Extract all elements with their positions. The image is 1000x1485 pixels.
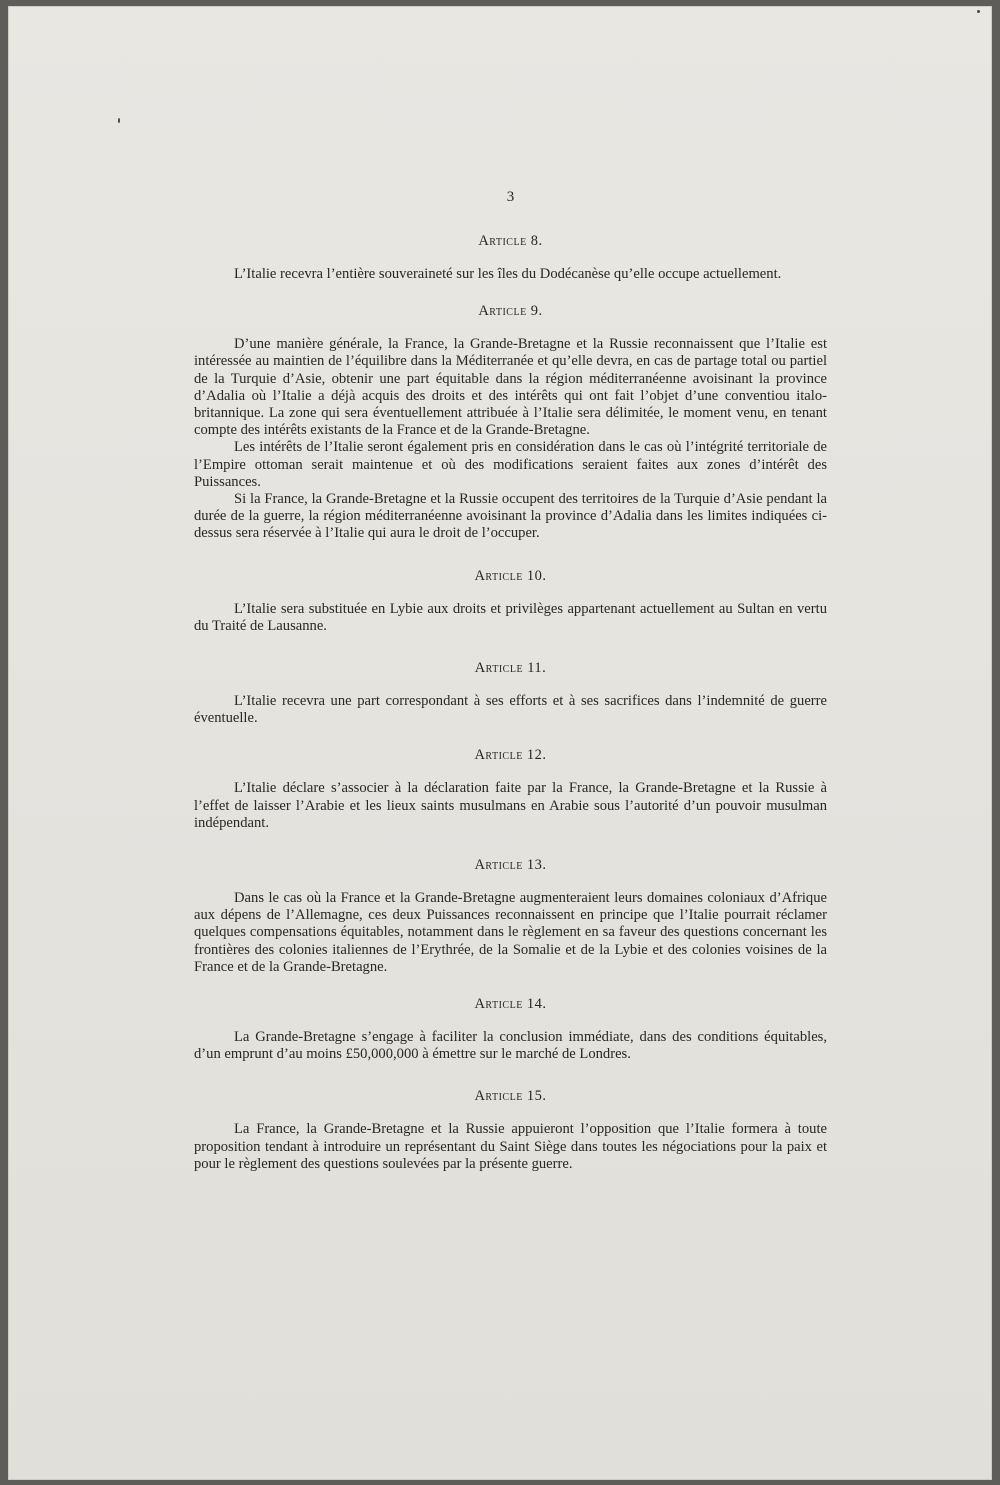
article-8 [194,233,827,283]
article-paragraph: D’une manière générale, la France, la Grande-Bretagne et la Russie reconnaissent que l’Italie est intéressée au maintien de l’équilibre dans la Méditerranée et qu’elle devra, en cas de partage total ou partiel de la Turquie d’Asie, obtenir une part équitable dans la région méditerranéenne avoisinant la province d’Adalia où l’Italie a déjà acquis des droits et des intérêts qui ont fait l’objet d’une conventiou italo-britannique. La zone qui sera éventuellement attribuée à l’Italie sera délimitée, le moment venu, en tenant compte des intérêts existants de la France et de la Grande-Bretagne. [194,336,827,439]
article-paragraph: Dans le cas où la France et la Grande-Bretagne augmenteraient leurs domaines coloniaux d’Afrique aux dépens de l’Allemagne, ces deux Puissances reconnaissent en principe que l’Italie pourrait réclamer quelques compensations équitables, notamment dans le règlement en sa faveur des questions concernant les frontières des colonies italiennes de l’Erythrée, de la Somalie et de la Lybie et des colonies voisines de la France et de la Grande-Bretagne. [194,890,827,975]
document-page [8,6,992,1480]
article-14 [194,996,827,1063]
ink-speck [977,10,980,13]
article-paragraph: L’Italie sera substituée en Lybie aux droits et privilèges appartenant actuellement au Sultan en vertu du Traité de Lausanne. [194,600,827,634]
article-heading: Article 8. [478,233,543,249]
article-heading: Article 13. [474,857,547,874]
article-heading: Article 15. [474,1088,547,1105]
article-paragraph: La Grande-Bretagne s’engage à faciliter la conclusion immédiate, dans des conditions équitables, d’un emprunt d’au moins £50,000,000 à émettre sur le marché de Londres. [194,1029,827,1063]
ink-speck [118,118,120,123]
article-paragraph: Les intérêts de l’Italie seront également pris en considération dans le cas où l’intégrité territoriale de l’Empire ottoman serait maintenue et où des modifications seraient faites aux zones d’intérêt des Puissances. [194,439,827,490]
article-heading: Article 10. [474,567,547,584]
article-10 [194,568,827,635]
article-heading: Article 12. [474,747,547,764]
article-paragraph: L’Italie déclare s’associer à la déclaration faite par la France, la Grande-Bretagne et la Russie à l’effet de laisser l’Arabie et les lieux saints musulmans en Arabie sous l’autorité d’un pouvoir musulman indépendant. [194,780,827,831]
page-number: 3 [506,189,515,205]
article-paragraph: L’Italie recevra l’entière souveraineté sur les îles du Dodécanèse qu’elle occupe actuellement. [234,266,782,282]
article-heading: Article 14. [474,996,547,1013]
article-9 [194,303,827,542]
article-heading: Article 11. [474,660,547,677]
article-15 [194,1088,827,1173]
article-13 [194,857,827,976]
article-paragraph: L’Italie recevra une part correspondant à ses efforts et à ses sacrifices dans l’indemnité de guerre éventuelle. [194,693,827,727]
document-body [194,189,827,1193]
article-11 [194,660,827,727]
article-paragraph: Si la France, la Grande-Bretagne et la Russie occupent des territoires de la Turquie d’Asie pendant la durée de la guerre, la région méditerranéenne avoisinant la province d’Adalia dans les limites indiquées ci-dessus sera réservée à l’Italie qui aura le droit de l’occuper. [194,491,827,542]
article-heading: Article 9. [478,303,543,320]
article-paragraph: La France, la Grande-Bretagne et la Russie appuieront l’opposition que l’Italie formera à toute proposition tendant à introduire un représentant du Saint Siège dans toutes les négociations pour la paix et pour le règlement des questions soulevées par la présente guerre. [194,1121,827,1172]
article-12 [194,747,827,832]
